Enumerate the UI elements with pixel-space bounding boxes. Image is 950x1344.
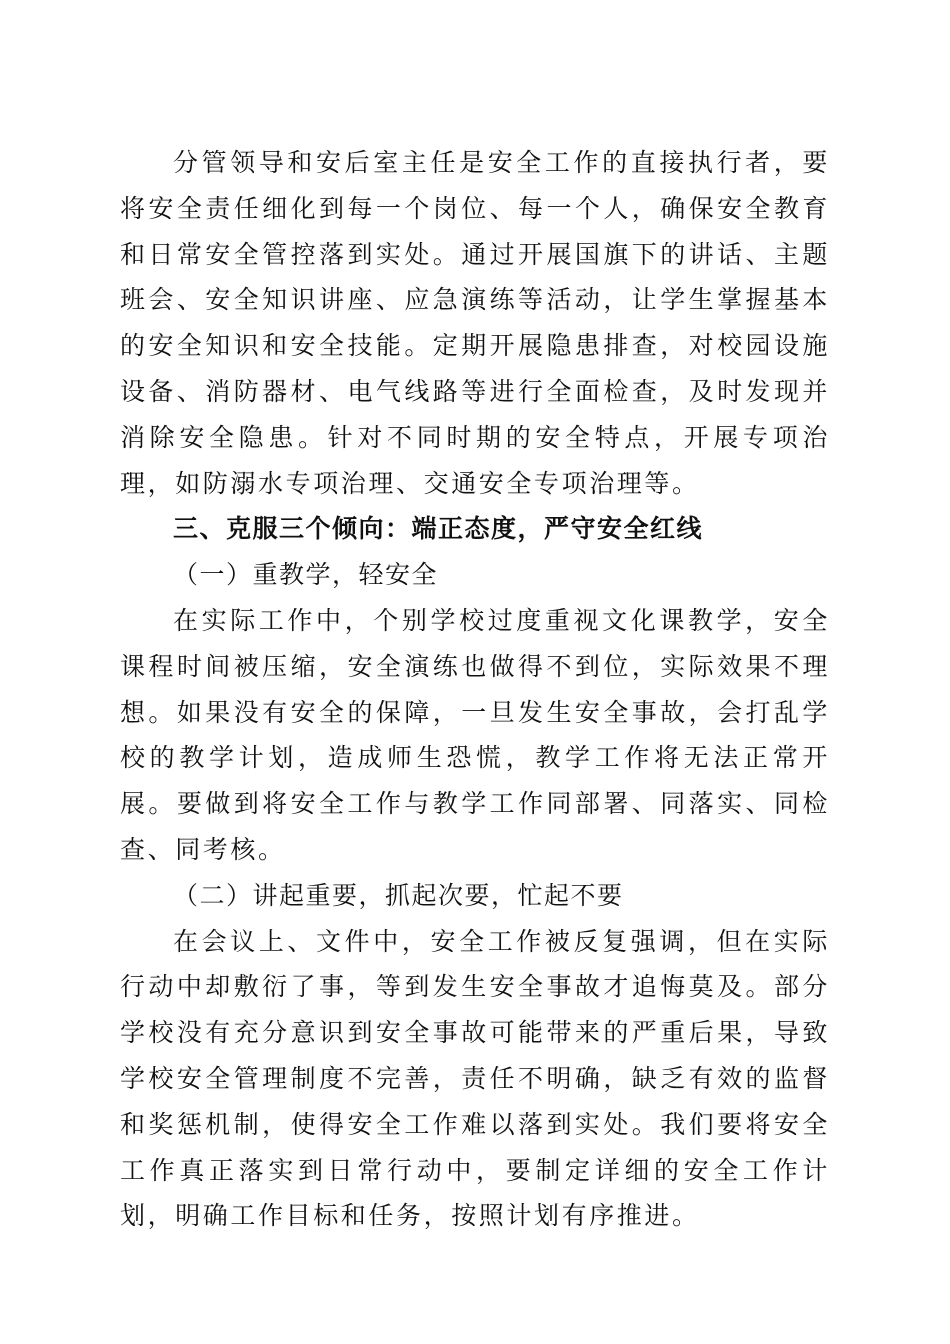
paragraph-teaching-over-safety: 在实际工作中，个别学校过度重视文化课教学，安全课程时间被压缩，安全演练也做得不到位，实际效果不理想。如果没有安全的保障，一旦发生安全事故，会打乱学校的教学计划，造成师生恐慌，教学工作将无法正常开展。要做到将安全工作与教学工作同部署、同落实、同检查、同考核。 [120, 605, 830, 864]
section-heading: 三、克服三个倾向：端正态度，严守安全红线 [173, 514, 704, 544]
subheading-talk-vs-action: （二）讲起重要，抓起次要，忙起不要 [173, 880, 624, 910]
document-body [120, 140, 830, 1239]
paragraph-responsibility: 分管领导和安后室主任是安全工作的直接执行者，要将安全责任细化到每一个岗位、每一个人，确保安全教育和日常安全管控落到实处。通过开展国旗下的讲话、主题班会、安全知识讲座、应急演练等活动，让学生掌握基本的安全知识和安全技能。定期开展隐患排查，对校园设施设备、消防器材、电气线路等进行全面检查，及时发现并消除安全隐患。针对不同时期的安全特点，开展专项治理，如防溺水专项治理、交通安全专项治理等。 [120, 148, 830, 498]
subheading-teaching-over-safety: （一）重教学，轻安全 [173, 560, 439, 590]
paragraph-talk-vs-action: 在会议上、文件中，安全工作被反复强调，但在实际行动中却敷衍了事，等到发生安全事故才追悔莫及。部分学校没有充分意识到安全事故可能带来的严重后果，导致学校安全管理制度不完善，责任不明确，缺乏有效的监督和奖惩机制，使得安全工作难以落到实处。我们要将安全工作真正落实到日常行动中，要制定详细的安全工作计划，明确工作目标和任务，按照计划有序推进。 [120, 926, 830, 1231]
